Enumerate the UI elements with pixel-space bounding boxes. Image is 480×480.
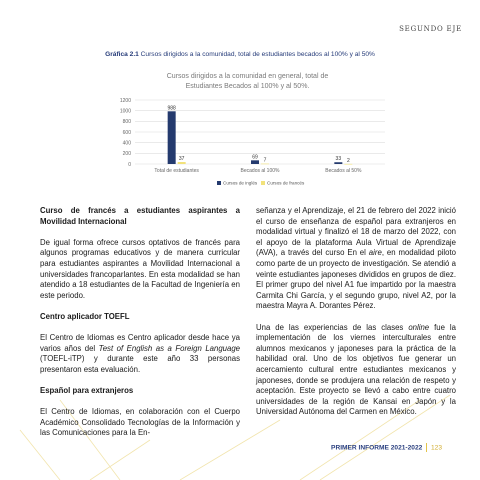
data-label-0-0: 988 bbox=[167, 105, 176, 112]
paragraph-espanol: El Centro de Idiomas, en colaboración con el Cuerpo Académico Consolidado Tecnologías de la Información y las Comunicaciones para la En- bbox=[40, 407, 240, 438]
x-tick-label-1: Becados al 100% bbox=[240, 168, 280, 174]
y-tick-label-4: 800 bbox=[122, 119, 131, 126]
heading-toefl: Centro aplicador TOEFL bbox=[40, 311, 130, 321]
left-column bbox=[40, 206, 240, 439]
figure-caption bbox=[0, 51, 480, 58]
right-column bbox=[256, 206, 456, 418]
chart-title-line-1: Cursos dirigidos a la comunidad en general, total de bbox=[166, 73, 329, 80]
legend-swatch-1 bbox=[261, 181, 265, 185]
bar-1-0 bbox=[251, 160, 259, 164]
bar-0-0 bbox=[168, 111, 176, 164]
bar-chart bbox=[105, 62, 390, 200]
bar-1-1 bbox=[261, 164, 269, 165]
chart-title bbox=[105, 72, 390, 92]
data-label-1-1: 7 bbox=[263, 157, 267, 164]
y-tick-label-3: 600 bbox=[122, 129, 131, 136]
report-title: PRIMER INFORME 2021-2022 bbox=[331, 444, 423, 452]
footer-separator bbox=[426, 443, 427, 452]
section-header: SEGUNDO EJE bbox=[399, 25, 462, 33]
x-tick-label-0: Total de estudiantes bbox=[154, 168, 199, 174]
x-tick-label-2: Becados al 50% bbox=[325, 168, 362, 174]
paragraph-toefl: El Centro de Idiomas es Centro aplicador desde hace ya varios años del Test of English as a Foreign Language (TOEFL-iTP) y durante este año 33 personas presentaron esta evaluación. bbox=[40, 333, 241, 374]
y-tick-label-0: 0 bbox=[128, 161, 131, 168]
page-number: 123 bbox=[430, 444, 442, 452]
bar-2-1 bbox=[344, 164, 352, 165]
y-tick-label-5: 1000 bbox=[119, 108, 131, 115]
chart-title-line-2: Estudiantes Becados al 100% y al 50%. bbox=[185, 83, 310, 90]
y-tick-label-1: 200 bbox=[122, 151, 131, 158]
data-label-2-1: 2 bbox=[346, 157, 350, 164]
data-label-0-1: 37 bbox=[178, 156, 185, 163]
figure-label: Gráfica 2.1 bbox=[105, 51, 139, 58]
paragraph-viernes-interculturales: Una de las experiencias de las clases online fue la implementación de los viernes interculturales entre alumnos mexicanos y japoneses para la práctica de la habilidad oral. Uno de los objetivos fue generar un acercamiento cultural entre estudiantes mexicanos y japoneses, donde se produjera una relación de respeto y aceptación. Este proyecto se llevó a cabo entre cuatro universidades de la región de Kansai en Japón y la Universidad Autónoma del Carmen en México. bbox=[256, 322, 456, 417]
legend-label-1: Cursos de francés bbox=[267, 180, 305, 186]
paragraph-curso-espanol: señanza y el Aprendizaje, el 21 de febrero del 2022 inició el curso de enseñanza de español para extranjeros en modalidad virtual y finalizó el 18 de marzo del 2022, con el apoyo de la plataforma Aula Virtual de Aprendizaje (AVA), a través del curso En el aire, en modalidad piloto como parte de un proyecto de investigación. Se atendió a veinte estudiantes japoneses divididos en grupos de diez. El primer grupo del nivel A1 fue impartido por la maestra Carmita Chi García, y el segundo grupo, nivel A2, por la maestra Mayra A. Dorantes Pérez. bbox=[256, 206, 456, 311]
heading-espanol-extranjeros: Español para extranjeros bbox=[40, 386, 134, 396]
y-tick-label-2: 400 bbox=[122, 140, 131, 147]
legend-swatch-0 bbox=[217, 181, 221, 185]
figure-caption-text: Cursos dirigidos a la comunidad, total de estudiantes becados al 100% y al 50% bbox=[140, 51, 375, 58]
data-label-2-0: 33 bbox=[335, 156, 342, 163]
bar-0-1 bbox=[178, 162, 186, 164]
legend-label-0: Cursos de inglés bbox=[223, 180, 258, 186]
page-footer bbox=[331, 443, 442, 452]
y-tick-label-6: 1200 bbox=[119, 97, 131, 104]
heading-frances-movilidad: Curso de francés a estudiantes aspirantes a Movilidad Internacional bbox=[40, 206, 240, 226]
data-label-1-0: 69 bbox=[252, 154, 258, 161]
bar-2-0 bbox=[334, 162, 342, 164]
paragraph-frances: De igual forma ofrece cursos optativos de francés para algunos programas educativos y de manera curricular para estudiantes aspirantes a Movilidad Internacional a universidades francoparlantes. En esta modalidad se han atendido a 18 estudiantes de la Facultad de Ingeniería en este periodo. bbox=[40, 237, 240, 300]
